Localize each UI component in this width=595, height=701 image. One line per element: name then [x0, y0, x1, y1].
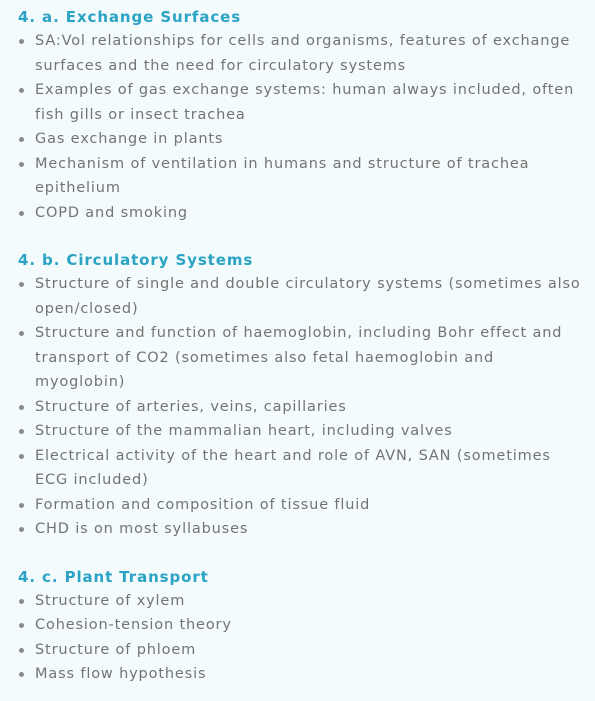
list-item-text: Structure of arteries, veins, capillaries — [35, 398, 347, 415]
list-item — [18, 321, 583, 395]
bullet-icon — [19, 282, 24, 287]
list-item-text: Structure and function of haemoglobin, including Bohr effect and transport of CO2 (sometimes also fetal haemoglobin and myoglobin) — [35, 325, 563, 390]
list-item-text: Structure of phloem — [35, 641, 197, 658]
bullet-icon — [19, 623, 24, 628]
section-plant-transport — [18, 565, 583, 687]
section-heading: 4. b. Circulatory Systems — [18, 251, 254, 269]
list-item — [18, 638, 583, 663]
list-item — [18, 395, 583, 420]
section-heading: 4. a. Exchange Surfaces — [18, 8, 242, 26]
bullet-icon — [19, 162, 24, 167]
list-item — [18, 517, 583, 542]
list-item-text: Examples of gas exchange systems: human always included, often fish gills or insect trachea — [35, 82, 575, 123]
list-item-text: Structure of the mammalian heart, including valves — [35, 423, 453, 439]
bullet-icon — [19, 331, 24, 336]
bullet-list — [18, 29, 583, 225]
list-item-text: Mass flow hypothesis — [35, 666, 207, 682]
list-item — [18, 78, 583, 127]
list-item — [18, 127, 583, 152]
bullet-icon — [19, 527, 24, 532]
list-item-text: Cohesion-tension theory — [35, 617, 232, 633]
list-item — [18, 662, 583, 687]
list-item — [18, 29, 583, 78]
bullet-icon — [19, 405, 24, 410]
list-item — [18, 444, 583, 493]
bullet-icon — [19, 211, 24, 216]
bullet-icon — [19, 503, 24, 508]
bullet-icon — [19, 429, 24, 434]
list-item-text: SA:Vol relationships for cells and organisms, features of exchange surfaces and the need for circulatory systems — [35, 33, 571, 74]
list-item — [18, 419, 583, 444]
list-item-text: Structure of single and double circulatory systems (sometimes also open/closed) — [35, 276, 581, 317]
section-exchange-surfaces — [18, 5, 583, 225]
list-item — [18, 613, 583, 638]
bullet-icon — [19, 672, 24, 677]
list-item-text: Formation and composition of tissue fluid — [35, 496, 371, 513]
list-item — [18, 493, 583, 518]
list-item-text: Electrical activity of the heart and role of AVN, SAN (sometimes ECG included) — [35, 447, 551, 488]
list-item-text: Structure of xylem — [35, 592, 186, 609]
list-item-text: CHD is on most syllabuses — [35, 521, 249, 537]
bullet-icon — [19, 39, 24, 44]
list-item-text: Mechanism of ventilation in humans and structure of trachea epithelium — [35, 155, 530, 196]
list-item — [18, 272, 583, 321]
bullet-icon — [19, 137, 24, 142]
section-heading: 4. c. Plant Transport — [18, 567, 209, 586]
bullet-icon — [19, 454, 24, 459]
list-item-text: Gas exchange in plants — [35, 131, 224, 147]
list-item — [18, 589, 583, 614]
bullet-icon — [19, 88, 24, 93]
section-circulatory-systems — [18, 248, 583, 542]
bullet-icon — [19, 648, 24, 653]
bullet-icon — [19, 599, 24, 604]
list-item — [18, 201, 583, 226]
list-item — [18, 152, 583, 201]
bullet-list — [18, 272, 583, 542]
bullet-list — [18, 589, 583, 687]
list-item-text: COPD and smoking — [35, 204, 188, 221]
